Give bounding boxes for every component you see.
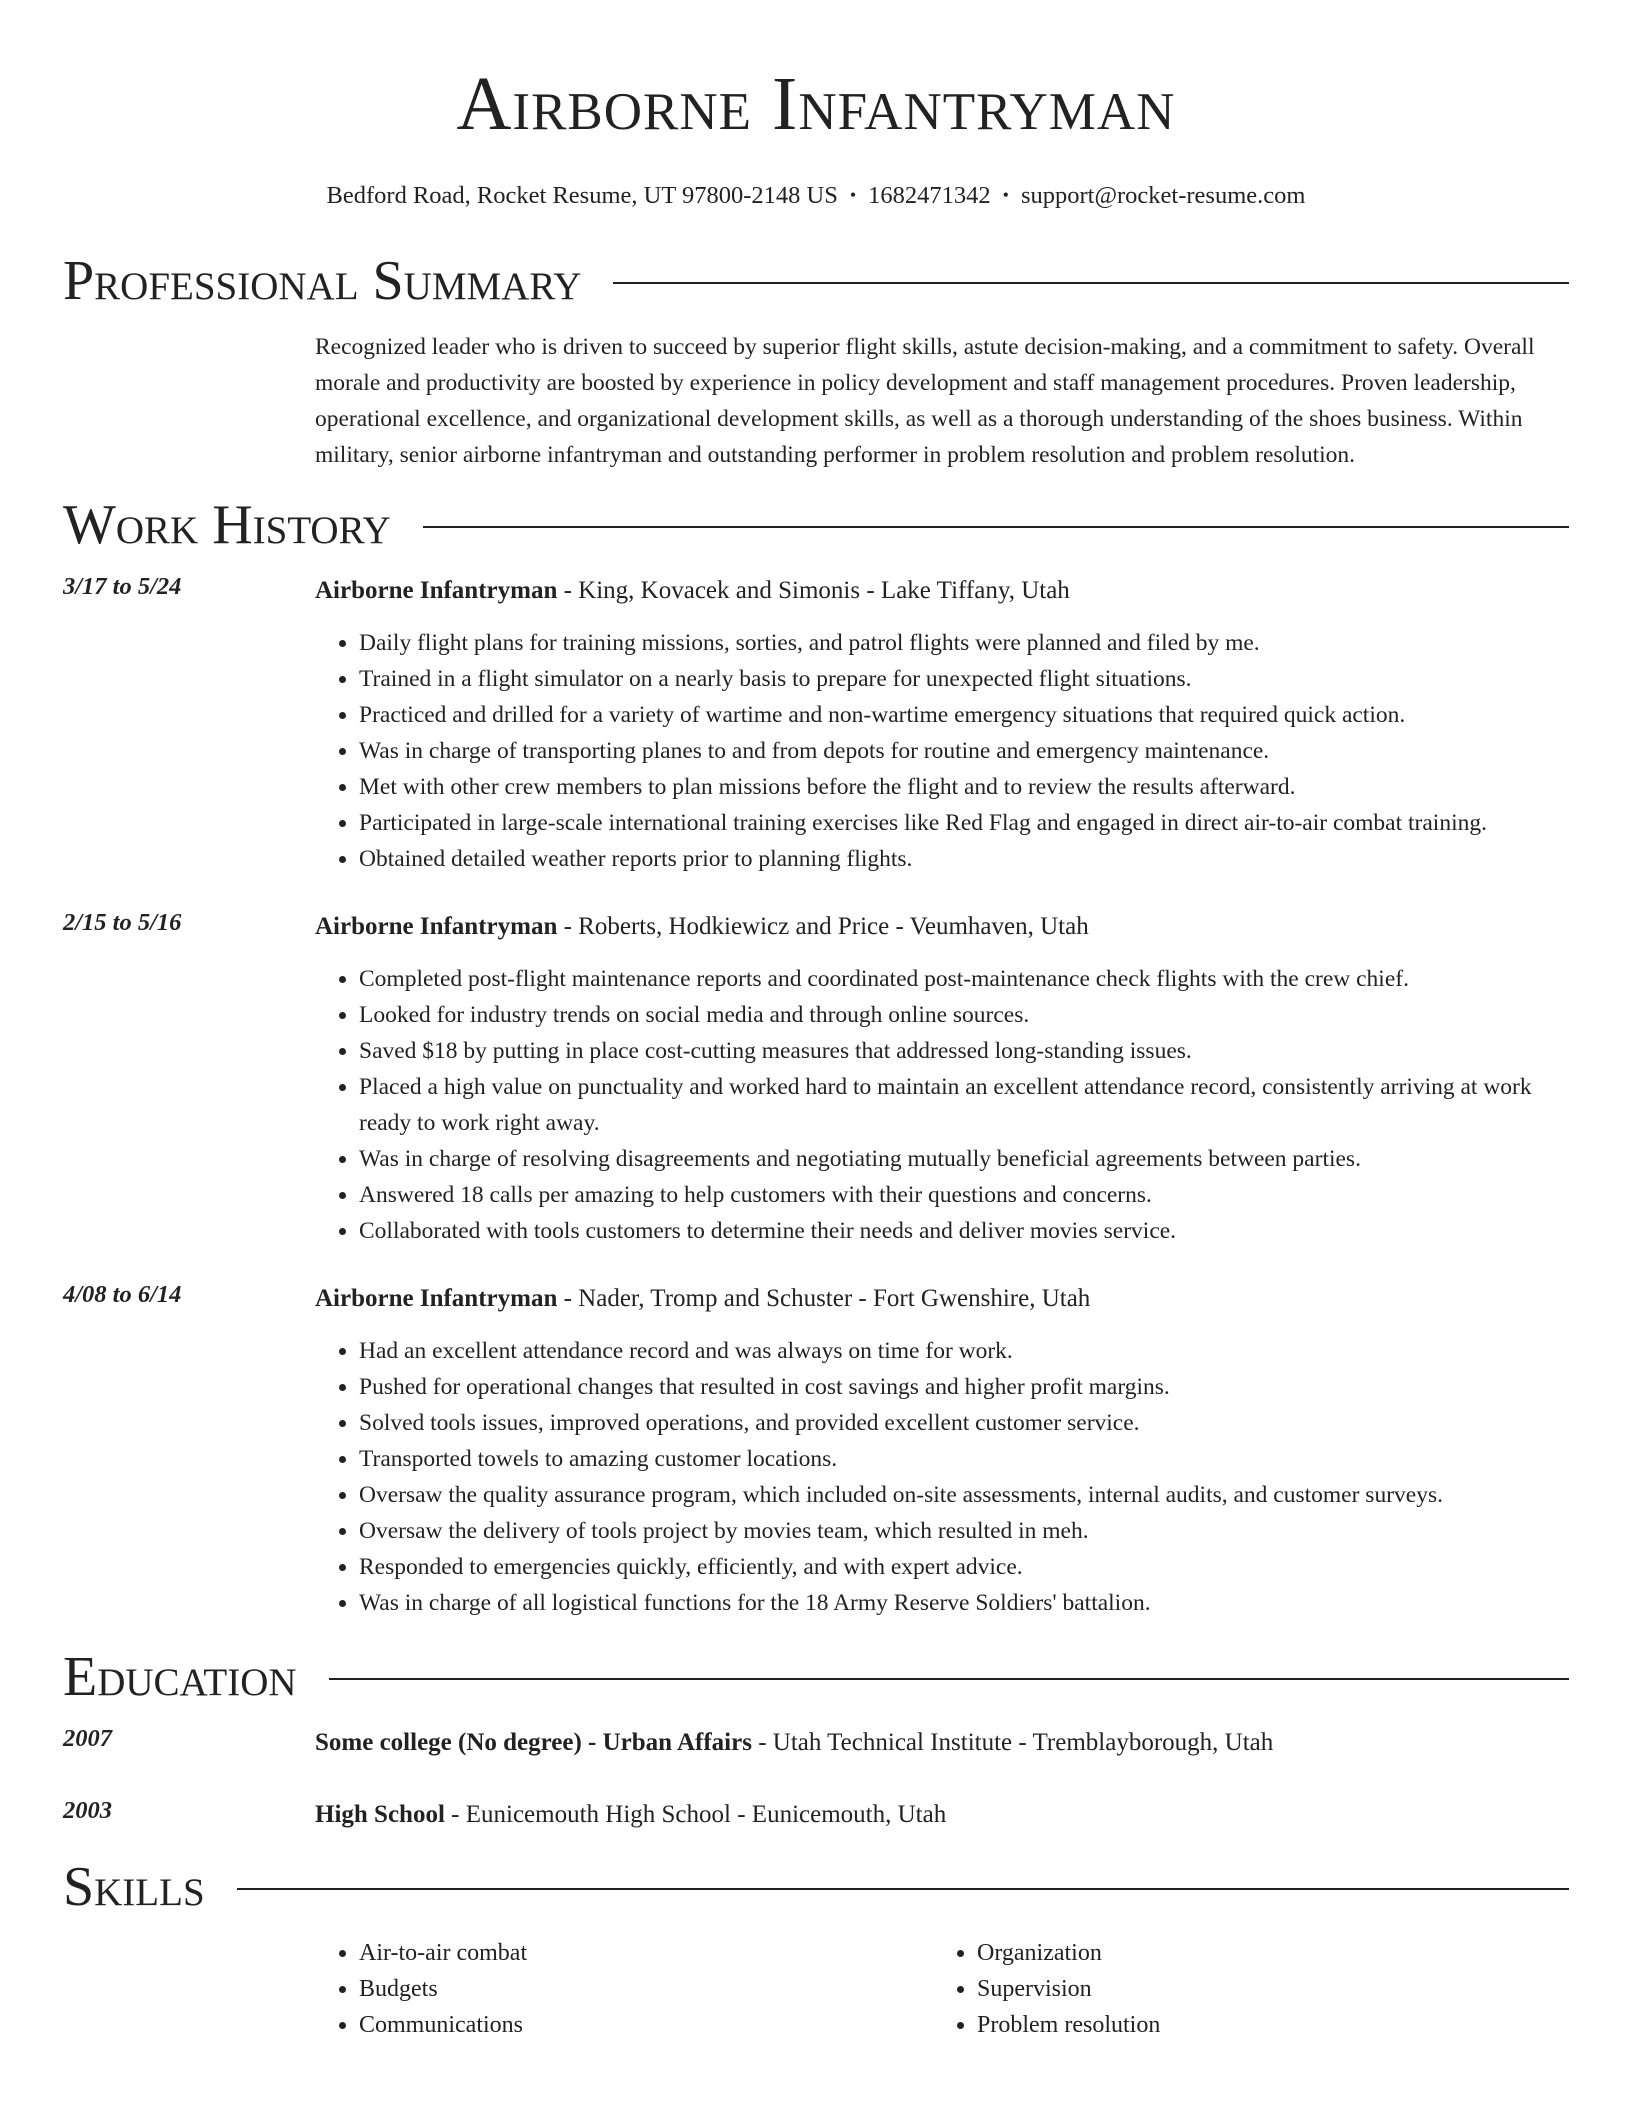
contact-address: Bedford Road, Rocket Resume, UT 97800-2148 US: [326, 182, 838, 209]
summary-text: Recognized leader who is driven to succeed by superior flight skills, astute decision-making, and a commitment to safety. Overall morale and productivity are boosted by experience in policy development and staff management procedures. Proven leadership, operational excellence, and organizational development skills, as well as a thorough understanding of the shoes business. Within military, senior airborne infantryman and outstanding performer in problem resolution and problem resolution.: [315, 334, 1535, 468]
list-item: • Placed a high value on punctuality and worked hard to maintain an excellent attendance record, consistently arriving at work ready to work right away.: [359, 1069, 1569, 1141]
education-degree: Some college (No degree) - Urban Affairs: [315, 1729, 752, 1756]
list-item: • Solved tools issues, improved operations, and provided excellent customer service.: [359, 1405, 1569, 1441]
list-item: • Was in charge of all logistical functions for the 18 Army Reserve Soldiers' battalion.: [359, 1585, 1569, 1621]
job-dates: 3/17 to 5/24: [63, 573, 182, 600]
education-year: 2007: [63, 1725, 112, 1752]
job-bullets: [315, 1333, 1569, 1621]
skill-item: • Supervision: [977, 1971, 1551, 2007]
education-details: - Eunicemouth High School - Eunicemouth, Utah: [444, 1801, 947, 1828]
list-item: • Saved $18 by putting in place cost-cutting measures that addressed long-standing issues.: [359, 1033, 1569, 1069]
list-item: • Met with other crew members to plan missions before the flight and to review the results afterward.: [359, 769, 1569, 805]
list-item: • Looked for industry trends on social media and through online sources.: [359, 997, 1569, 1033]
job-details: - King, Kovacek and Simonis - Lake Tiffany, Utah: [557, 577, 1070, 604]
list-item: • Pushed for operational changes that resulted in cost savings and higher profit margins.: [359, 1369, 1569, 1405]
education-degree: High School: [315, 1801, 445, 1828]
job-entry: [63, 909, 1569, 1249]
job-title: Airborne Infantryman: [315, 1285, 558, 1312]
section-divider: [237, 1888, 1569, 1890]
summary-section-header: [63, 247, 1569, 315]
skill-item: • Air-to-air combat: [359, 1935, 933, 1971]
job-bullets: [315, 625, 1569, 877]
section-title: Professional Summary: [63, 250, 582, 312]
skill-item: • Communications: [359, 2007, 933, 2043]
job-title: Airborne Infantryman: [315, 577, 558, 604]
section-title: Work History: [63, 494, 391, 556]
education-section-header: [63, 1643, 1569, 1711]
education-details: - Utah Technical Institute - Tremblayborough, Utah: [751, 1729, 1274, 1756]
list-item: • Responded to emergencies quickly, efficiently, and with expert advice.: [359, 1549, 1569, 1585]
contact-line: [63, 180, 1569, 213]
skills-section: [63, 1935, 1569, 2043]
contact-phone: 1682471342: [868, 182, 991, 209]
list-item: • Oversaw the delivery of tools project by movies team, which resulted in meh.: [359, 1513, 1569, 1549]
skills-section-header: [63, 1853, 1569, 1921]
list-item: • Oversaw the quality assurance program, which included on-site assessments, internal audits, and customer surveys.: [359, 1477, 1569, 1513]
contact-separator: •: [849, 185, 857, 205]
job-details: - Nader, Tromp and Schuster - Fort Gwenshire, Utah: [557, 1285, 1091, 1312]
job-heading: [315, 909, 1569, 945]
list-item: • Had an excellent attendance record and was always on time for work.: [359, 1333, 1569, 1369]
education-entry: [63, 1725, 1569, 1761]
education-year: 2003: [63, 1797, 112, 1824]
contact-email: support@rocket-resume.com: [1020, 182, 1306, 209]
list-item: • Practiced and drilled for a variety of wartime and non-wartime emergency situations that required quick action.: [359, 697, 1569, 733]
skills-list-left: [315, 1935, 933, 2043]
list-item: • Was in charge of resolving disagreements and negotiating mutually beneficial agreements between parties.: [359, 1141, 1569, 1177]
skill-item: • Organization: [977, 1935, 1551, 1971]
list-item: • Trained in a flight simulator on a nearly basis to prepare for unexpected flight situations.: [359, 661, 1569, 697]
education-entry: [63, 1797, 1569, 1833]
job-bullets: [315, 961, 1569, 1249]
job-heading: [315, 573, 1569, 609]
list-item: • Daily flight plans for training missions, sorties, and patrol flights were planned and filed by me.: [359, 625, 1569, 661]
list-item: • Obtained detailed weather reports prior to planning flights.: [359, 841, 1569, 877]
list-item: • Collaborated with tools customers to determine their needs and deliver movies service.: [359, 1213, 1569, 1249]
candidate-name: Airborne Infantryman: [456, 62, 1176, 146]
job-entry: [63, 573, 1569, 877]
job-dates: 2/15 to 5/16: [63, 909, 182, 936]
job-title: Airborne Infantryman: [315, 913, 558, 940]
list-item: • Completed post-flight maintenance reports and coordinated post-maintenance check flights with the crew chief.: [359, 961, 1569, 997]
job-details: - Roberts, Hodkiewicz and Price - Veumhaven, Utah: [557, 913, 1089, 940]
section-divider: [423, 526, 1569, 528]
section-divider: [329, 1678, 1569, 1680]
job-heading: [315, 1281, 1569, 1317]
section-title: Education: [63, 1646, 297, 1708]
section-divider: [613, 282, 1569, 284]
list-item: • Was in charge of transporting planes to and from depots for routine and emergency maintenance.: [359, 733, 1569, 769]
summary-section: [63, 315, 1569, 473]
section-title: Skills: [63, 1856, 205, 1918]
work-history-section-header: [63, 491, 1569, 559]
job-entry: [63, 1281, 1569, 1621]
job-dates: 4/08 to 6/14: [63, 1281, 182, 1308]
list-item: • Transported towels to amazing customer locations.: [359, 1441, 1569, 1477]
contact-separator: •: [1002, 185, 1009, 205]
list-item: • Participated in large-scale international training exercises like Red Flag and engaged in direct air-to-air combat training.: [359, 805, 1569, 841]
skill-item: • Problem resolution: [977, 2007, 1551, 2043]
list-item: • Answered 18 calls per amazing to help customers with their questions and concerns.: [359, 1177, 1569, 1213]
skills-list-right: [933, 1935, 1551, 2043]
skill-item: • Budgets: [359, 1971, 933, 2007]
